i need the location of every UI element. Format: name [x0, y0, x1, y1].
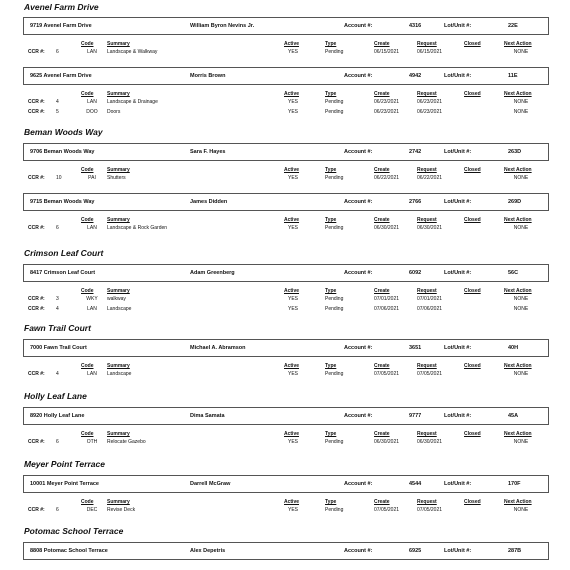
account-number: 2766	[409, 199, 422, 205]
item-code: LAN	[87, 99, 97, 105]
header-closed: Closed	[464, 167, 481, 173]
item-create-date: 06/15/2021	[374, 49, 400, 55]
header-closed: Closed	[464, 217, 481, 223]
item-active: YES	[287, 296, 298, 302]
item-code: DEC	[86, 507, 98, 513]
header-active: Active	[284, 431, 300, 437]
item-create-date: 06/22/2021	[374, 175, 400, 181]
item-request-date: 06/23/2021	[417, 99, 443, 105]
lot-label: Lot/Unit #:	[444, 199, 472, 205]
header-summary: Summary	[107, 499, 130, 505]
item-create-date: 06/23/2021	[374, 99, 400, 105]
item-active: YES	[287, 49, 298, 55]
owner-name: Michael A. Abramson	[190, 345, 246, 351]
item-summary: Relocate Gazebo	[107, 439, 146, 445]
property-box	[23, 407, 549, 425]
item-summary: Landscape	[107, 371, 132, 377]
item-summary: Landscape & Rock Garden	[107, 225, 168, 231]
header-code: Code	[81, 431, 94, 437]
item-type: Pending	[325, 99, 344, 105]
lot-label: Lot/Unit #:	[444, 73, 472, 79]
account-number: 4316	[409, 23, 422, 29]
item-create-date: 06/30/2021	[374, 439, 400, 445]
account-label: Account #:	[344, 199, 373, 205]
item-type: Pending	[325, 306, 344, 312]
ccr-label: CCR #:	[28, 49, 45, 55]
item-type: Pending	[325, 175, 344, 181]
account-number: 4942	[409, 73, 422, 79]
lot-label: Lot/Unit #:	[444, 413, 472, 419]
street-heading: Crimson Leaf Court	[24, 248, 104, 258]
item-request-date: 06/22/2021	[417, 175, 443, 181]
header-code: Code	[81, 288, 94, 294]
item-summary: walkway	[107, 296, 126, 302]
header-type: Type	[325, 499, 337, 505]
header-code: Code	[81, 41, 94, 47]
header-create: Create	[374, 499, 390, 505]
header-code: Code	[81, 499, 94, 505]
item-summary: Doors	[107, 109, 121, 115]
lot-number: 56C	[508, 270, 519, 276]
header-active: Active	[284, 91, 300, 97]
lot-number: 269D	[508, 199, 522, 205]
item-request-date: 07/06/2021	[417, 306, 443, 312]
item-type: Pending	[325, 296, 344, 302]
street-heading: Potomac School Terrace	[24, 526, 124, 536]
item-active: YES	[287, 109, 298, 115]
header-next: Next Action	[504, 499, 532, 505]
item-summary: Revise Deck	[107, 507, 136, 513]
header-type: Type	[325, 167, 337, 173]
item-active: YES	[287, 175, 298, 181]
header-create: Create	[374, 288, 390, 294]
account-number: 2742	[409, 149, 422, 155]
account-label: Account #:	[344, 23, 373, 29]
lot-number: 45A	[508, 413, 519, 419]
item-code: LAN	[87, 49, 97, 55]
account-number: 3651	[409, 345, 422, 351]
owner-name: James Didden	[190, 199, 228, 205]
header-code: Code	[81, 167, 94, 173]
header-code: Code	[81, 363, 94, 369]
header-closed: Closed	[464, 363, 481, 369]
ccr-label: CCR #:	[28, 306, 45, 312]
header-request: Request	[417, 288, 437, 294]
ccr-label: CCR #:	[28, 371, 45, 377]
street-heading: Holly Leaf Lane	[24, 391, 87, 401]
property-box	[23, 17, 549, 35]
header-type: Type	[325, 431, 337, 437]
item-active: YES	[287, 371, 298, 377]
header-active: Active	[284, 167, 300, 173]
ccr-number: 4	[56, 306, 59, 312]
header-create: Create	[374, 431, 390, 437]
item-create-date: 06/23/2021	[374, 109, 400, 115]
street-heading: Avenel Farm Drive	[24, 2, 99, 12]
ccr-number: 6	[56, 439, 59, 445]
header-closed: Closed	[464, 499, 481, 505]
header-closed: Closed	[464, 91, 481, 97]
account-number: 6925	[409, 548, 422, 554]
owner-name: Sara F. Hayes	[190, 149, 226, 155]
ccr-number: 3	[56, 296, 59, 302]
owner-name: Morris Brown	[190, 73, 226, 79]
lot-label: Lot/Unit #:	[444, 548, 472, 554]
item-next-action: NONE	[513, 296, 529, 302]
item-next-action: NONE	[513, 175, 529, 181]
property-address: 8417 Crimson Leaf Court	[30, 270, 96, 276]
item-next-action: NONE	[513, 371, 529, 377]
header-summary: Summary	[107, 41, 130, 47]
header-type: Type	[325, 41, 337, 47]
lot-label: Lot/Unit #:	[444, 481, 472, 487]
item-request-date: 07/05/2021	[417, 371, 443, 377]
header-type: Type	[325, 288, 337, 294]
item-type: Pending	[325, 49, 344, 55]
header-code: Code	[81, 217, 94, 223]
header-summary: Summary	[107, 167, 130, 173]
header-closed: Closed	[464, 431, 481, 437]
item-next-action: NONE	[513, 507, 529, 513]
account-label: Account #:	[344, 149, 373, 155]
property-box	[23, 542, 549, 560]
account-number: 4544	[409, 481, 422, 487]
account-number: 6092	[409, 270, 422, 276]
header-request: Request	[417, 167, 437, 173]
header-request: Request	[417, 499, 437, 505]
header-type: Type	[325, 217, 337, 223]
header-active: Active	[284, 499, 300, 505]
property-box	[23, 143, 549, 161]
header-closed: Closed	[464, 288, 481, 294]
item-create-date: 07/05/2021	[374, 371, 400, 377]
header-active: Active	[284, 288, 300, 294]
ccr-label: CCR #:	[28, 99, 45, 105]
item-summary: Landscape & Drainage	[107, 99, 158, 105]
lot-label: Lot/Unit #:	[444, 149, 472, 155]
item-type: Pending	[325, 109, 344, 115]
lot-label: Lot/Unit #:	[444, 23, 472, 29]
header-next: Next Action	[504, 91, 532, 97]
item-request-date: 06/15/2021	[417, 49, 443, 55]
ccr-label: CCR #:	[28, 296, 45, 302]
header-summary: Summary	[107, 91, 130, 97]
header-next: Next Action	[504, 363, 532, 369]
ccr-number: 6	[56, 225, 59, 231]
header-request: Request	[417, 363, 437, 369]
lot-number: 40H	[508, 345, 519, 351]
item-code: LAN	[87, 225, 97, 231]
item-request-date: 06/30/2021	[417, 439, 443, 445]
item-create-date: 07/05/2021	[374, 507, 400, 513]
street-heading: Meyer Point Terrace	[24, 459, 105, 469]
item-type: Pending	[325, 439, 344, 445]
property-address: 8920 Holly Leaf Lane	[30, 413, 85, 419]
account-label: Account #:	[344, 73, 373, 79]
account-number: 9777	[409, 413, 422, 419]
item-code: LAN	[87, 306, 97, 312]
account-label: Account #:	[344, 481, 373, 487]
ccr-label: CCR #:	[28, 175, 45, 181]
header-next: Next Action	[504, 167, 532, 173]
item-code: OTH	[86, 439, 98, 445]
property-box	[23, 264, 549, 282]
item-next-action: NONE	[513, 99, 529, 105]
ccr-label: CCR #:	[28, 109, 45, 115]
item-summary: Shutters	[107, 175, 126, 181]
item-active: YES	[287, 306, 298, 312]
property-address: 9625 Avenel Farm Drive	[30, 73, 92, 79]
account-label: Account #:	[344, 548, 373, 554]
ccr-label: CCR #:	[28, 439, 45, 445]
header-summary: Summary	[107, 363, 130, 369]
lot-number: 22E	[508, 23, 518, 29]
header-create: Create	[374, 41, 390, 47]
header-create: Create	[374, 363, 390, 369]
item-type: Pending	[325, 507, 344, 513]
item-active: YES	[287, 225, 298, 231]
item-next-action: NONE	[513, 306, 529, 312]
item-type: Pending	[325, 225, 344, 231]
header-next: Next Action	[504, 41, 532, 47]
item-create-date: 06/30/2021	[374, 225, 400, 231]
lot-number: 287B	[508, 548, 522, 554]
header-request: Request	[417, 41, 437, 47]
property-box	[23, 67, 549, 85]
owner-name: Alex Depetris	[190, 548, 226, 554]
item-request-date: 06/30/2021	[417, 225, 443, 231]
lot-label: Lot/Unit #:	[444, 345, 472, 351]
header-request: Request	[417, 91, 437, 97]
ccr-label: CCR #:	[28, 225, 45, 231]
ccr-number: 5	[56, 109, 59, 115]
property-address: 10001 Meyer Point Terrace	[30, 481, 99, 487]
property-address: 8808 Potomac School Terrace	[30, 548, 108, 554]
street-heading: Beman Woods Way	[24, 127, 103, 137]
street-heading: Fawn Trail Court	[24, 323, 91, 333]
property-box	[23, 339, 549, 357]
property-address: 9715 Beman Woods Way	[30, 199, 95, 205]
owner-name: William Byron Nevins Jr.	[190, 23, 255, 29]
ccr-number: 6	[56, 49, 59, 55]
lot-number: 263D	[508, 149, 522, 155]
header-create: Create	[374, 91, 390, 97]
header-type: Type	[325, 363, 337, 369]
item-request-date: 07/05/2021	[417, 507, 443, 513]
header-active: Active	[284, 217, 300, 223]
header-code: Code	[81, 91, 94, 97]
item-code: WKY	[86, 296, 98, 302]
header-next: Next Action	[504, 288, 532, 294]
account-label: Account #:	[344, 413, 373, 419]
ccr-number: 6	[56, 507, 59, 513]
header-type: Type	[325, 91, 337, 97]
account-label: Account #:	[344, 270, 373, 276]
header-summary: Summary	[107, 431, 130, 437]
item-summary: Landscape & Walkway	[107, 49, 158, 55]
item-next-action: NONE	[513, 225, 529, 231]
ccr-number: 4	[56, 99, 59, 105]
item-next-action: NONE	[513, 439, 529, 445]
property-box	[23, 475, 549, 493]
item-active: YES	[287, 99, 298, 105]
header-create: Create	[374, 217, 390, 223]
header-next: Next Action	[504, 431, 532, 437]
lot-number: 170F	[508, 481, 521, 487]
owner-name: Adam Greenberg	[190, 270, 235, 276]
header-summary: Summary	[107, 217, 130, 223]
lot-label: Lot/Unit #:	[444, 270, 472, 276]
item-request-date: 07/01/2021	[417, 296, 443, 302]
header-request: Request	[417, 217, 437, 223]
header-active: Active	[284, 41, 300, 47]
lot-number: 11E	[508, 73, 518, 79]
item-code: PAI	[88, 175, 96, 181]
property-box	[23, 193, 549, 211]
header-create: Create	[374, 167, 390, 173]
ccr-number: 4	[56, 371, 59, 377]
header-summary: Summary	[107, 288, 130, 294]
header-closed: Closed	[464, 41, 481, 47]
item-type: Pending	[325, 371, 344, 377]
item-create-date: 07/06/2021	[374, 306, 400, 312]
account-label: Account #:	[344, 345, 373, 351]
item-code: LAN	[87, 371, 97, 377]
property-address: 9706 Beman Woods Way	[30, 149, 95, 155]
header-active: Active	[284, 363, 300, 369]
item-summary: Landscape	[107, 306, 132, 312]
item-request-date: 06/23/2021	[417, 109, 443, 115]
owner-name: Darrell McGraw	[190, 481, 231, 487]
header-request: Request	[417, 431, 437, 437]
item-active: YES	[287, 507, 298, 513]
header-next: Next Action	[504, 217, 532, 223]
property-address: 9719 Avenel Farm Drive	[30, 23, 92, 29]
owner-name: Dima Samata	[190, 413, 225, 419]
item-next-action: NONE	[513, 109, 529, 115]
item-next-action: NONE	[513, 49, 529, 55]
item-create-date: 07/01/2021	[374, 296, 400, 302]
item-active: YES	[287, 439, 298, 445]
property-address: 7000 Fawn Trail Court	[30, 345, 87, 351]
ccr-label: CCR #:	[28, 507, 45, 513]
ccr-number: 10	[56, 175, 62, 181]
item-code: DOO	[86, 109, 98, 115]
